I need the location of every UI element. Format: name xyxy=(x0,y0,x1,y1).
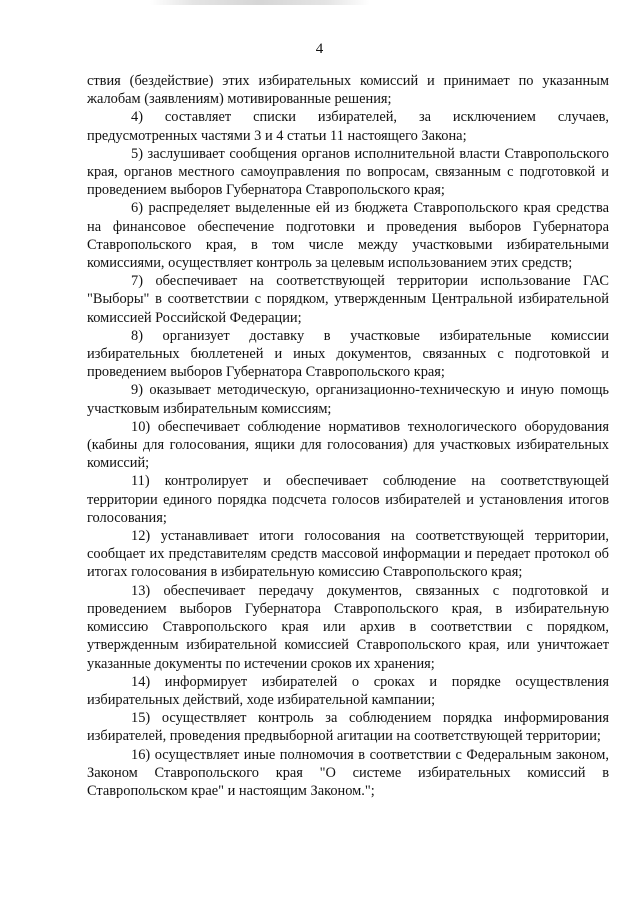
list-item-6: 6) распределяет выделенные ей из бюджета Ставропольского края средства на финансовое обеспечение подготовки и проведения выборов Губернатора Ставропольского края, в том числе между участковыми избирательными комиссиями, осуществляет контроль за целевым использованием этих средств; xyxy=(87,200,609,272)
list-item-5: 5) заслушивает сообщения органов исполнительной власти Ставропольского края, органов местного самоуправления по вопросам, связанным с подготовкой и проведением выборов Губернатора Ставропольского края; xyxy=(87,145,609,199)
page-number: 4 xyxy=(315,41,324,57)
list-item-13: 13) обеспечивает передачу документов, связанных с подготовкой и проведением выборов Губернатора Ставропольского края, в избирательную комиссию Ставропольского края или архив в соответствии с порядком, утвержденным избирательной комиссией Ставропольского края, или уничтожает указанные документы по истечении сроков их хранения; xyxy=(87,582,609,672)
list-item-8: 8) организует доставку в участковые избирательные комиссии избирательных бюллетеней и иных документов, связанных с подготовкой и проведением выборов Губернатора Ставропольского края; xyxy=(87,327,609,381)
paragraph-continuation: ствия (бездействие) этих избирательных комиссий и принимает по указанным жалобам (заявлениям) мотивированные решения; xyxy=(87,73,609,108)
scan-artifact xyxy=(150,0,370,5)
list-item-7: 7) обеспечивает на соответствующей территории использование ГАС "Выборы" в соответствии с порядком, утвержденным Центральной избирательной комиссией Российской Федерации; xyxy=(87,273,609,326)
list-item-16: 16) осуществляет иные полномочия в соответствии с Федеральным законом, Законом Ставропольского края "О системе избирательных комиссий в Ставропольском крае" и настоящим Законом."; xyxy=(87,746,609,799)
list-item-14: 14) информирует избирателей о сроках и порядке осуществления избирательных действий, ходе избирательной кампании; xyxy=(87,673,609,708)
list-item-15: 15) осуществляет контроль за соблюдением порядка информирования избирателей, проведения предвыборной агитации на соответствующей территории; xyxy=(87,710,609,745)
list-item-9: 9) оказывает методическую, организационно-техническую и иную помощь участковым избирательным комиссиям; xyxy=(87,382,609,417)
list-item-10: 10) обеспечивает соблюдение нормативов технологического оборудования (кабины для голосования, ящики для голосования) для участковых избирательных комиссий; xyxy=(87,418,609,472)
document-body xyxy=(87,72,609,800)
list-item-12: 12) устанавливает итоги голосования на соответствующей территории, сообщает их представителям средств массовой информации и передает протокол об итогах голосования в избирательную комиссию Ставропольского края; xyxy=(87,528,609,581)
list-item-11: 11) контролирует и обеспечивает соблюдение на соответствующей территории единого порядка подсчета голосов избирателей и установления итогов голосования; xyxy=(87,473,609,526)
list-item-4: 4) составляет списки избирателей, за исключением случаев, предусмотренных частями 3 и 4 статьи 11 настоящего Закона; xyxy=(87,109,609,144)
